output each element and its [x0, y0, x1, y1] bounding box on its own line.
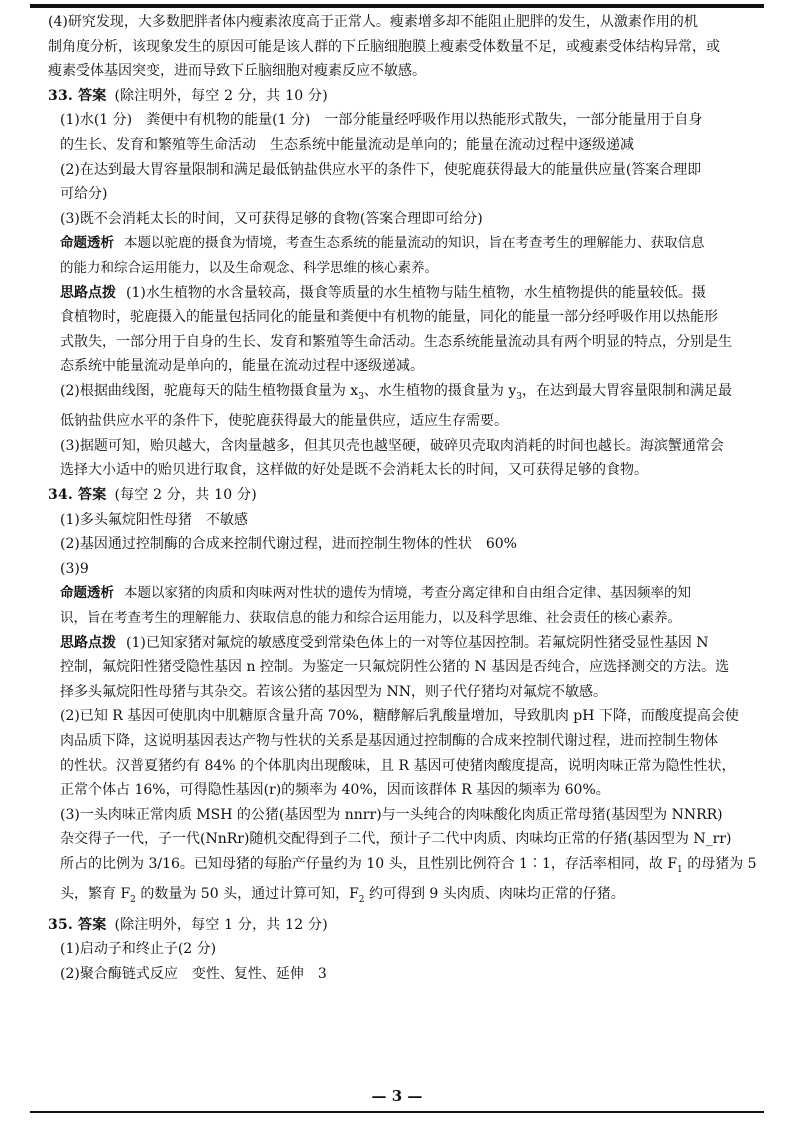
paragraph: (4)研究发现，大多数肥胖者体内瘦素浓度高于正常人。瘦素增多却不能阻止肥胖的发生，从激素作用的机 — [48, 14, 698, 30]
paragraph: (2)聚合酶链式反应 变性、复性、延伸 3 — [60, 965, 327, 982]
subscript: 1 — [677, 864, 683, 875]
paragraph: (3)一头肉味正常肉质 MSH 的公猪(基因型为 nnrr)与一头纯合的肉味酸化肉质正常母猪(基因型为 NNRR) — [60, 806, 723, 823]
analysis-paragraph: 识，旨在考查考生的理解能力、获取信息的能力和综合运用能力，以及科学思维、社会责任的核心素养。 — [60, 610, 681, 627]
question-33-heading — [48, 84, 760, 109]
paragraph: (1)水(1 分) 粪便中有机物的能量(1 分) 一部分能量经呼吸作用以热能形式散失，一部分能量用于自身 — [60, 112, 703, 129]
score-note: (除注明外，每空 1 分，共 12 分) — [114, 916, 328, 933]
paragraph: (1)启动子和终止子(2 分) — [60, 941, 217, 958]
paragraph: 态系统中能量流动是单向的，能量在流动过程中逐级递减。 — [60, 358, 424, 375]
subscript: 3 — [358, 391, 364, 402]
paragraph: (1)多头氟烷阳性母猪 不敏感 — [60, 511, 248, 528]
paragraph: 控制，氟烷阳性猪受隐性基因 n 控制。为鉴定一只氟烷阴性公猪的 N 基因是否纯合，应选择测交的方法。选 — [60, 659, 730, 676]
answer-label: 33. 答案 — [48, 87, 107, 104]
hint-text: (1)已知家猪对氟烷的敏感度受到常染色体上的一对等位基因控制。若氟烷阴性猪受显性基因 N — [126, 634, 709, 651]
paragraph: 正常个体占 16%，可得隐性基因(r)的频率为 40%，因而该群体 R 基因的频率为 60%。 — [60, 782, 610, 799]
hint-paragraph — [48, 631, 760, 656]
score-note: (每空 2 分，共 10 分) — [114, 487, 257, 504]
hint-tag: 思路点拨 — [60, 634, 116, 651]
paragraph: 制角度分析，该现象发生的原因可能是该人群的下丘脑细胞膜上瘦素受体数量不足，或瘦素受体结构异常，或 — [48, 38, 720, 55]
bottom-rule — [30, 1111, 764, 1113]
paragraph: (3)既不会消耗太长的时间，又可获得足够的食物(答案合理即可给分) — [60, 210, 483, 227]
text-run: 的母猪为 5 — [682, 855, 757, 872]
text-run: 的数量为 50 头，通过计算可知，F — [135, 886, 359, 903]
paragraph: 瘦素受体基因突变，进而导致下丘脑细胞对瘦素反应不敏感。 — [48, 63, 426, 80]
top-rule — [30, 4, 764, 8]
paragraph: (2)已知 R 基因可使肌肉中肌糖原含量升高 70%，糖酵解后乳酸量增加，导致肌肉 pH 下降，而酸度提高会使 — [60, 708, 739, 725]
subscript: 3 — [516, 391, 523, 402]
paragraph: 杂交得子一代，子一代(NnRr)随机交配得到子二代，预计子二代中肉质、肉味均正常的仔猪(基因型为 N_rr) — [60, 831, 732, 848]
paragraph: (3)据题可知，贻贝越大，含肉量越多，但其贝壳也越坚硬，破碎贝壳取肉消耗的时间也越长。海滨蟹通常会 — [60, 437, 724, 454]
analysis-text: 本题以驼鹿的摄食为情境，考查生态系统的能量流动的知识，旨在考查考生的理解能力、获取信息 — [124, 235, 705, 252]
text-run: 约可得到 9 头肉质、肉味均正常的仔猪。 — [364, 886, 625, 903]
paragraph: 的性状。汉普夏猪约有 84% 的个体肌肉出现酸味，且 R 基因可使猪肉酸度提高，说明肉味正常为隐性性状， — [60, 757, 736, 774]
paragraph: 食植物时，驼鹿摄入的能量包括同化的能量和粪便中有机物的能量，同化的能量一部分经呼吸作用以热能形 — [60, 309, 718, 326]
paragraph: 低钠盐供应水平的条件下，使驼鹿获得最大的能量供应，适应生存需要。 — [60, 413, 508, 430]
analysis-paragraph: 的能力和综合运用能力，以及生命观念、科学思维的核心素养。 — [60, 259, 438, 276]
text-run: 、水生植物的摄食量为 y — [363, 382, 517, 399]
score-note: (除注明外，每空 2 分，共 10 分) — [114, 87, 328, 104]
analysis-paragraph — [48, 231, 760, 256]
answer-label: 35. 答案 — [48, 916, 107, 933]
analysis-text: 本题以家猪的肉质和肉味两对性状的遗传为情境，考查分离定律和自由组合定律、基因频率的知 — [124, 585, 691, 602]
subscript: 2 — [358, 895, 365, 906]
analysis-tag: 命题透析 — [60, 235, 114, 252]
paragraph: 的生长、发育和繁殖等生命活动 生态系统中能量流动是单向的；能量在流动过程中逐级递减 — [60, 136, 634, 153]
page-number: — 3 — — [371, 1087, 423, 1105]
text-run: 所占的比例为 3/16。已知母猪的每胎产仔量约为 10 头，且性别比例符合 1∶1，存活率相同，故 F — [60, 855, 678, 872]
answer-label: 34. 答案 — [48, 487, 107, 504]
paragraph — [48, 882, 760, 912]
paragraph: 选择大小适中的贻贝进行取食，这样做的好处是既不会消耗太长的时间，又可获得足够的食物。 — [60, 462, 648, 479]
paragraph: 肉品质下降，这说明基因表达产物与性状的关系是基因通过控制酶的合成来控制代谢过程，进而控制生物体 — [60, 733, 718, 750]
analysis-paragraph — [48, 581, 760, 606]
paragraph: 可给分) — [60, 186, 108, 203]
paragraph: 择多头氟烷阳性母猪与其杂交。若该公猪的基因型为 NN，则子代仔猪均对氟烷不敏感。 — [60, 683, 607, 700]
answer-document — [48, 10, 760, 987]
text-run: (2)根据曲线图，驼鹿每天的陆生植物摄食量为 x — [60, 382, 359, 399]
paragraph: 式散失，一部分用于自身的生长、发育和繁殖等生命活动。生态系统能量流动具有两个明显的特点，分别是生 — [60, 333, 732, 350]
hint-text: (1)水生植物的水含量较高，摄食等质量的水生植物与陆生植物，水生植物提供的能量较低。摄 — [126, 284, 706, 301]
question-35-heading — [48, 913, 760, 938]
paragraph — [48, 379, 760, 409]
paragraph: (3)9 — [60, 560, 89, 577]
analysis-tag: 命题透析 — [60, 585, 114, 602]
text-run: 头，繁育 F — [60, 886, 131, 903]
subscript: 2 — [130, 895, 136, 906]
paragraph: (2)基因通过控制酶的合成来控制代谢过程，进而控制生物体的性状 60% — [60, 536, 517, 553]
text-run: ，在达到最大胃容量限制和满足最 — [522, 382, 733, 399]
paragraph: (2)在达到最大胃容量限制和满足最低钠盐供应水平的条件下，使驼鹿获得最大的能量供应量(答案合理即 — [60, 161, 702, 178]
hint-paragraph — [48, 281, 760, 306]
paragraph — [48, 852, 760, 882]
question-34-heading — [48, 483, 760, 508]
hint-tag: 思路点拨 — [60, 284, 116, 301]
